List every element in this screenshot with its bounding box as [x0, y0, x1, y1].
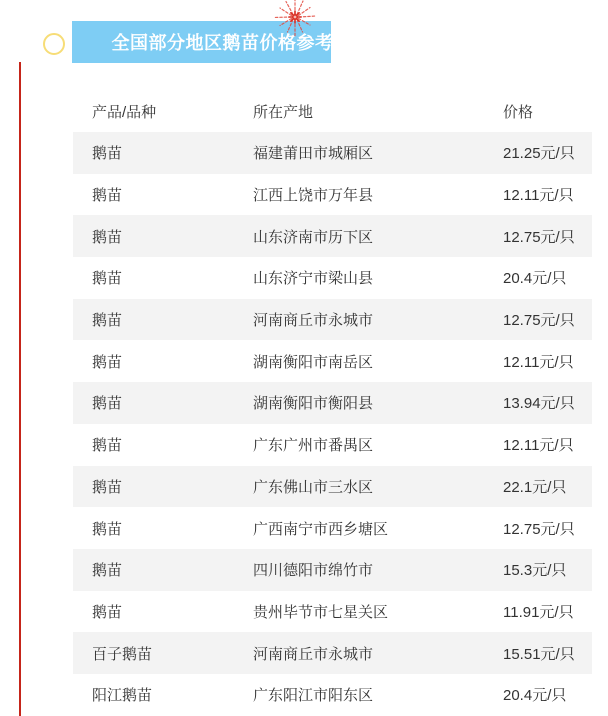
table-row [73, 632, 592, 674]
cell-price: 12.75元/只 [503, 520, 575, 538]
cell-price: 20.4元/只 [503, 270, 567, 288]
cell-product: 鹅苗 [92, 478, 123, 496]
cell-origin: 四川德阳市绵竹市 [253, 562, 374, 580]
cell-origin: 广东佛山市三水区 [253, 478, 374, 496]
table-body [73, 132, 592, 716]
cell-price: 12.11元/只 [503, 437, 574, 455]
price-table [73, 90, 592, 716]
cell-product: 百子鹅苗 [92, 645, 153, 663]
cell-product: 鹅苗 [92, 603, 123, 621]
cell-product: 鹅苗 [92, 437, 123, 455]
cell-origin: 河南商丘市永城市 [253, 312, 374, 330]
table-row [73, 466, 592, 508]
cell-origin: 山东济宁市梁山县 [253, 270, 374, 288]
cell-origin: 广东广州市番禺区 [253, 437, 374, 455]
cell-product: 鹅苗 [92, 228, 123, 246]
table-row [73, 507, 592, 549]
firework-icon [269, 0, 321, 43]
header-cell-price: 价格 [503, 103, 534, 121]
table-row [73, 257, 592, 299]
red-accent-line [19, 62, 21, 716]
cell-price: 15.51元/只 [503, 645, 575, 663]
cell-price: 21.25元/只 [503, 145, 575, 163]
page-title: 全国部分地区鹅苗价格参考 [111, 33, 334, 53]
cell-price: 15.3元/只 [503, 562, 567, 580]
header-cell-product: 产品/品种 [92, 103, 157, 121]
table-row [73, 549, 592, 591]
cell-origin: 广东阳江市阳东区 [253, 687, 374, 705]
cell-origin: 福建莆田市城厢区 [253, 145, 374, 163]
cell-origin: 河南商丘市永城市 [253, 645, 374, 663]
table-row [73, 424, 592, 466]
cell-product: 鹅苗 [92, 187, 123, 205]
header-cell-origin: 所在产地 [253, 103, 314, 121]
cell-product: 鹅苗 [92, 270, 123, 288]
cell-product: 阳江鹅苗 [92, 687, 153, 705]
cell-origin: 湖南衡阳市南岳区 [253, 353, 374, 371]
cell-price: 22.1元/只 [503, 478, 567, 496]
yellow-ring-icon [43, 33, 65, 55]
table-row [73, 674, 592, 716]
table-row [73, 591, 592, 633]
table-row [73, 174, 592, 216]
cell-price: 12.11元/只 [503, 353, 574, 371]
table-row [73, 299, 592, 341]
table-row [73, 215, 592, 257]
cell-price: 12.75元/只 [503, 312, 575, 330]
cell-product: 鹅苗 [92, 562, 123, 580]
cell-product: 鹅苗 [92, 395, 123, 413]
table-row [73, 382, 592, 424]
cell-origin: 广西南宁市西乡塘区 [253, 520, 389, 538]
cell-origin: 湖南衡阳市衡阳县 [253, 395, 374, 413]
cell-origin: 江西上饶市万年县 [253, 187, 374, 205]
cell-price: 13.94元/只 [503, 395, 575, 413]
cell-price: 12.75元/只 [503, 228, 575, 246]
cell-price: 11.91元/只 [503, 603, 574, 621]
cell-origin: 山东济南市历下区 [253, 228, 374, 246]
cell-origin: 贵州毕节市七星关区 [253, 603, 389, 621]
table-row [73, 340, 592, 382]
cell-product: 鹅苗 [92, 353, 123, 371]
cell-product: 鹅苗 [92, 145, 123, 163]
cell-price: 12.11元/只 [503, 187, 574, 205]
table-row [73, 132, 592, 174]
cell-product: 鹅苗 [92, 312, 123, 330]
cell-product: 鹅苗 [92, 520, 123, 538]
cell-price: 20.4元/只 [503, 687, 567, 705]
table-header [73, 90, 592, 132]
